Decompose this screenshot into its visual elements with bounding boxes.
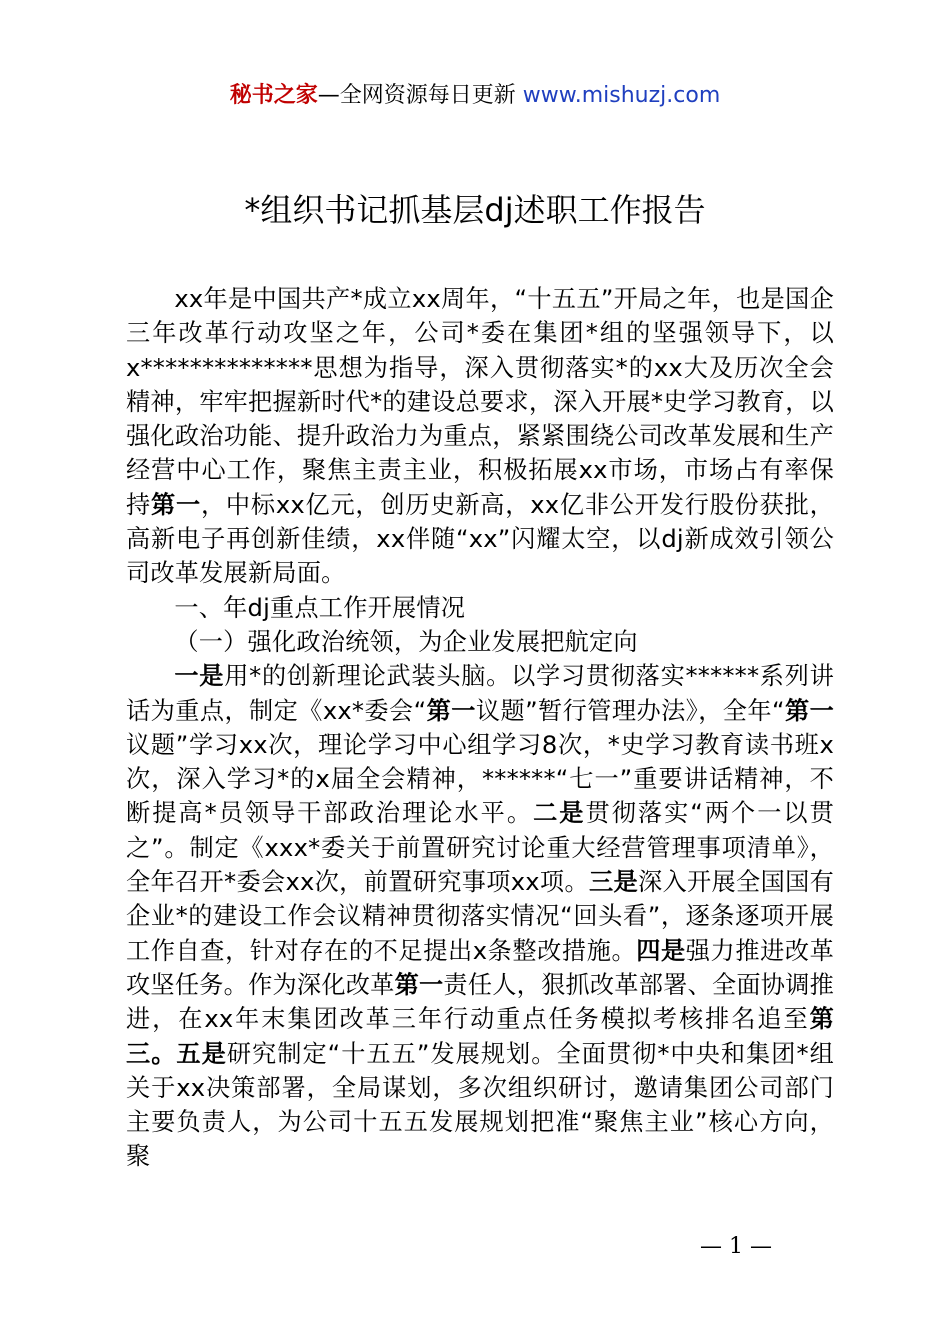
site-brand: 秘书之家 xyxy=(229,83,318,108)
site-url-link[interactable]: www.mishuzj.com xyxy=(522,83,721,108)
site-header xyxy=(0,80,950,112)
section-heading: 一、年dj重点工作开展情况 xyxy=(174,593,466,622)
subsection-heading: （一）强化政治统领，为企业发展把航定向 xyxy=(174,627,638,656)
intro-paragraph: xx年是中国共产*成立xx周年，“十五五”开局之年，也是国企三年改革行动攻坚之年，公司*委在集团*组的坚强领导下，以x**************思想为指导，深入贯彻落实*的xx大及历次全会精神，牢牢把握新时代*的建设总要求，深入开展*史学习教育，以强化政治功能、提升政治力为重点，紧紧围绕公司改革发展和生产经营中心工作，聚焦主责主业，积极拓展xx市场，市场占有率保持第一，中标xx亿元，创历史新高，xx亿非公开发行股份获批，高新电子再创新佳绩，xx伴随“xx”闪耀太空，以dj新成效引领公司改革发展新局面。 xyxy=(126,285,834,588)
document-title: *组织书记抓基层dj述职工作报告 xyxy=(244,191,706,229)
document-body xyxy=(126,282,834,1174)
work-paragraph: 一是用*的创新理论武装头脑。以学习贯彻落实******系列讲话为重点，制定《xx*委会“第一议题”暂行管理办法》，全年“第一议题”学习xx次，理论学习中心组学习8次，*史学习教育读书班x次，深入学习*的x届全会精神，******“七一”重要讲话精神，不断提高*员领导干部政治理论水平。二是贯彻落实“两个一以贯之”。制定《xxx*委关于前置研究讨论重大经营管理事项清单》，全年召开*委会xx次，前置研究事项xx项。三是深入开展全国国有企业*的建设工作会议精神贯彻落实情况“回头看”，逐条逐项开展工作自查，针对存在的不足提出x条整改措施。四是强力推进改革攻坚任务。作为深化改革第一责任人，狠抓改革部署、全面协调推进，在xx年末集团改革三年行动重点任务模拟考核排名追至第三。五是研究制定“十五五”发展规划。全面贯彻*中央和集团*组关于xx决策部署，全局谋划，多次组织研讨，邀请集团公司部门主要负责人，为公司十五五发展规划把准“聚焦主业”核心方向，聚 xyxy=(126,662,835,1171)
page-number: — 1 — xyxy=(700,1234,772,1259)
site-tagline: —全网资源每日更新 xyxy=(317,83,516,108)
